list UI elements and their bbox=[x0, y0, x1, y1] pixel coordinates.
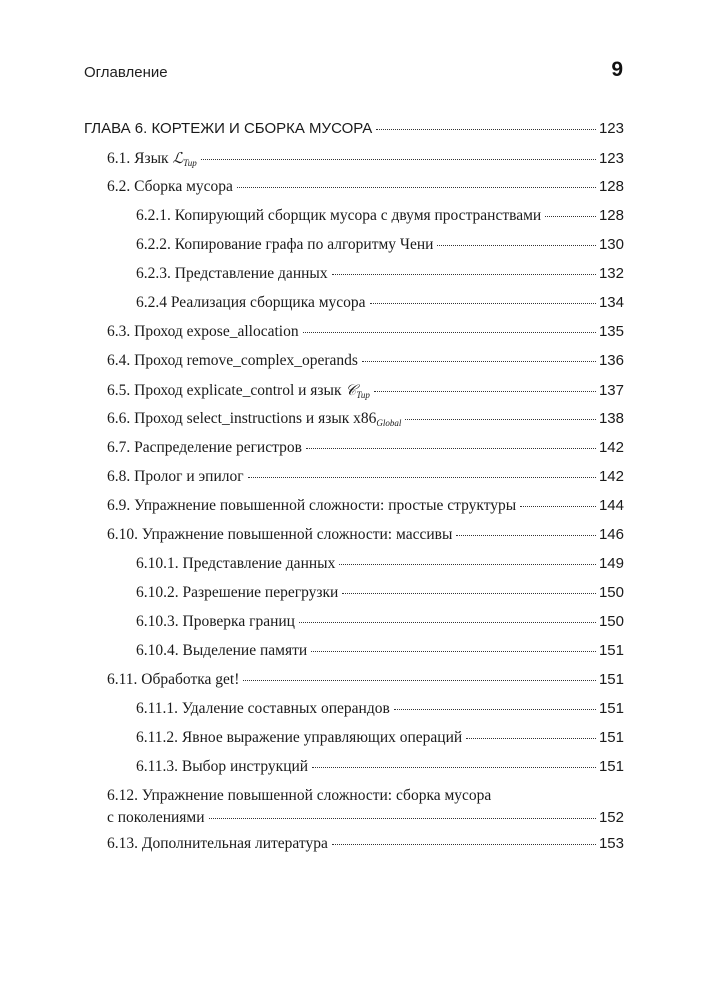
toc-page: 151 bbox=[598, 642, 624, 659]
toc-entry-6-10-3[interactable] bbox=[84, 613, 624, 635]
running-head: Оглавление bbox=[84, 64, 168, 81]
toc-entry-6-8[interactable] bbox=[84, 468, 624, 490]
dot-leader bbox=[332, 274, 596, 275]
toc-entry-6-3[interactable] bbox=[84, 323, 624, 345]
toc-entry-6-12[interactable] bbox=[107, 787, 624, 831]
toc-entry-6-10-1[interactable] bbox=[84, 555, 624, 577]
toc-title-line2: с поколениями bbox=[107, 809, 205, 826]
toc-title: 6.2.1. Копирующий сборщик мусора с двумя пространствами bbox=[136, 207, 542, 224]
toc-page: 134 bbox=[598, 294, 624, 311]
toc-entry-6-7[interactable] bbox=[84, 439, 624, 461]
toc-entry-6-2-4[interactable] bbox=[84, 294, 624, 316]
lang-subscript: Global bbox=[376, 418, 402, 428]
dot-leader bbox=[306, 448, 596, 449]
dot-leader bbox=[201, 159, 596, 160]
dot-leader bbox=[332, 844, 596, 845]
toc-page: 152 bbox=[598, 809, 624, 826]
toc-page: 137 bbox=[598, 382, 624, 399]
toc-entry-6-13[interactable] bbox=[84, 835, 624, 857]
toc-title: 6.13. Дополнительная литература bbox=[107, 835, 328, 852]
dot-leader bbox=[520, 506, 596, 507]
dot-leader bbox=[405, 419, 596, 420]
toc-page: 128 bbox=[598, 178, 624, 195]
toc-page: 123 bbox=[598, 150, 624, 167]
dot-leader bbox=[237, 187, 596, 188]
toc-title: 6.10.4. Выделение памяти bbox=[136, 642, 308, 659]
toc-entry-6-4[interactable] bbox=[84, 352, 624, 374]
toc-page: 135 bbox=[598, 323, 624, 340]
toc-title: 6.3. Проход expose_allocation bbox=[107, 323, 299, 340]
toc-page: 151 bbox=[598, 671, 624, 688]
dot-leader bbox=[303, 332, 596, 333]
dot-leader bbox=[362, 361, 596, 362]
toc-page: 151 bbox=[598, 758, 624, 775]
toc-entry-6-9[interactable] bbox=[84, 497, 624, 519]
toc-title: 6.5. Проход explicate_control и язык 𝒞$_{Tup}$ bbox=[107, 381, 370, 400]
dot-leader bbox=[437, 245, 596, 246]
dot-leader bbox=[311, 651, 596, 652]
toc-entry-6-10-2[interactable] bbox=[84, 584, 624, 606]
toc-page: 146 bbox=[598, 526, 624, 543]
toc-entry-6-2-2[interactable] bbox=[84, 236, 624, 258]
toc-title: 6.10.1. Представление данных bbox=[136, 555, 336, 572]
toc-title: 6.4. Проход remove_complex_operands bbox=[107, 352, 358, 369]
toc-page: 128 bbox=[598, 207, 624, 224]
toc-title: 6.10. Упражнение повышенной сложности: массивы bbox=[107, 526, 453, 543]
toc-title: 6.11.2. Явное выражение управляющих операций bbox=[136, 729, 463, 746]
toc-page: 142 bbox=[598, 439, 624, 456]
toc-title: 6.11.1. Удаление составных операндов bbox=[136, 700, 390, 717]
toc-title: 6.7. Распределение регистров bbox=[107, 439, 302, 456]
dot-leader bbox=[243, 680, 596, 681]
lang-subscript: Tup bbox=[356, 390, 370, 400]
toc-page: 150 bbox=[598, 613, 624, 630]
toc-entry-6-11-1[interactable] bbox=[84, 700, 624, 722]
toc-entry-6-6[interactable] bbox=[84, 410, 624, 432]
toc-page: 153 bbox=[598, 835, 624, 852]
dot-leader bbox=[466, 738, 596, 739]
toc-page: 144 bbox=[598, 497, 624, 514]
toc-page: 132 bbox=[598, 265, 624, 282]
toc-page: 149 bbox=[598, 555, 624, 572]
toc-title: 6.6. Проход select_instructions и язык $x86_{Global}$ bbox=[107, 410, 402, 428]
dot-leader bbox=[374, 391, 596, 392]
toc-entry-6-1[interactable] bbox=[84, 149, 624, 171]
toc-title: 6.9. Упражнение повышенной сложности: простые структуры bbox=[107, 497, 517, 514]
toc-title: 6.2.2. Копирование графа по алгоритму Чени bbox=[136, 236, 434, 253]
toc-entry-6-5[interactable] bbox=[84, 381, 624, 403]
toc-title: 6.8. Пролог и эпилог bbox=[107, 468, 244, 485]
toc-title: 6.2. Сборка мусора bbox=[107, 178, 233, 195]
dot-leader bbox=[312, 767, 596, 768]
toc-chapter-6[interactable] bbox=[84, 120, 624, 142]
toc-title-line2-row bbox=[107, 809, 624, 831]
toc-title: 6.2.4 Реализация сборщика мусора bbox=[136, 294, 366, 311]
toc-title: 6.10.2. Разрешение перегрузки bbox=[136, 584, 339, 601]
dot-leader bbox=[394, 709, 596, 710]
dot-leader bbox=[248, 477, 596, 478]
toc-page: 142 bbox=[598, 468, 624, 485]
dot-leader bbox=[339, 564, 596, 565]
dot-leader bbox=[342, 593, 596, 594]
toc-entry-6-11[interactable] bbox=[84, 671, 624, 693]
toc-entry-6-2[interactable] bbox=[84, 178, 624, 200]
dot-leader bbox=[299, 622, 596, 623]
dot-leader bbox=[456, 535, 596, 536]
toc-title: 6.1. Язык ℒ$_{Tup}$ bbox=[107, 149, 197, 168]
toc-title: ГЛАВА 6. КОРТЕЖИ И СБОРКА МУСОРА bbox=[84, 120, 373, 137]
toc-page: 123 bbox=[598, 120, 624, 137]
dot-leader bbox=[545, 216, 596, 217]
toc-title: 6.11.3. Выбор инструкций bbox=[136, 758, 309, 775]
toc-entry-6-2-3[interactable] bbox=[84, 265, 624, 287]
toc-page: 151 bbox=[598, 700, 624, 717]
toc-entry-6-11-2[interactable] bbox=[84, 729, 624, 751]
toc-page: 138 bbox=[598, 410, 624, 427]
lang-subscript: Tup bbox=[183, 158, 197, 168]
toc-entry-6-10[interactable] bbox=[84, 526, 624, 548]
toc-title: 6.10.3. Проверка границ bbox=[136, 613, 295, 630]
toc-title: 6.11. Обработка get! bbox=[107, 671, 240, 688]
toc-title-line1: 6.12. Упражнение повышенной сложности: сборка мусора bbox=[107, 787, 492, 804]
lang-symbol: 𝒞 bbox=[345, 381, 357, 399]
toc-entry-6-2-1[interactable] bbox=[84, 207, 624, 229]
toc-page: 130 bbox=[598, 236, 624, 253]
toc-page: 150 bbox=[598, 584, 624, 601]
toc-entry-6-11-3[interactable] bbox=[84, 758, 624, 780]
toc-page: 136 bbox=[598, 352, 624, 369]
dot-leader bbox=[209, 818, 596, 819]
lang-symbol: ℒ bbox=[172, 149, 184, 167]
dot-leader bbox=[376, 129, 596, 130]
dot-leader bbox=[370, 303, 596, 304]
toc-entry-6-10-4[interactable] bbox=[84, 642, 624, 664]
toc-title: 6.2.3. Представление данных bbox=[136, 265, 328, 282]
toc-page: 151 bbox=[598, 729, 624, 746]
page-number: 9 bbox=[611, 58, 623, 81]
